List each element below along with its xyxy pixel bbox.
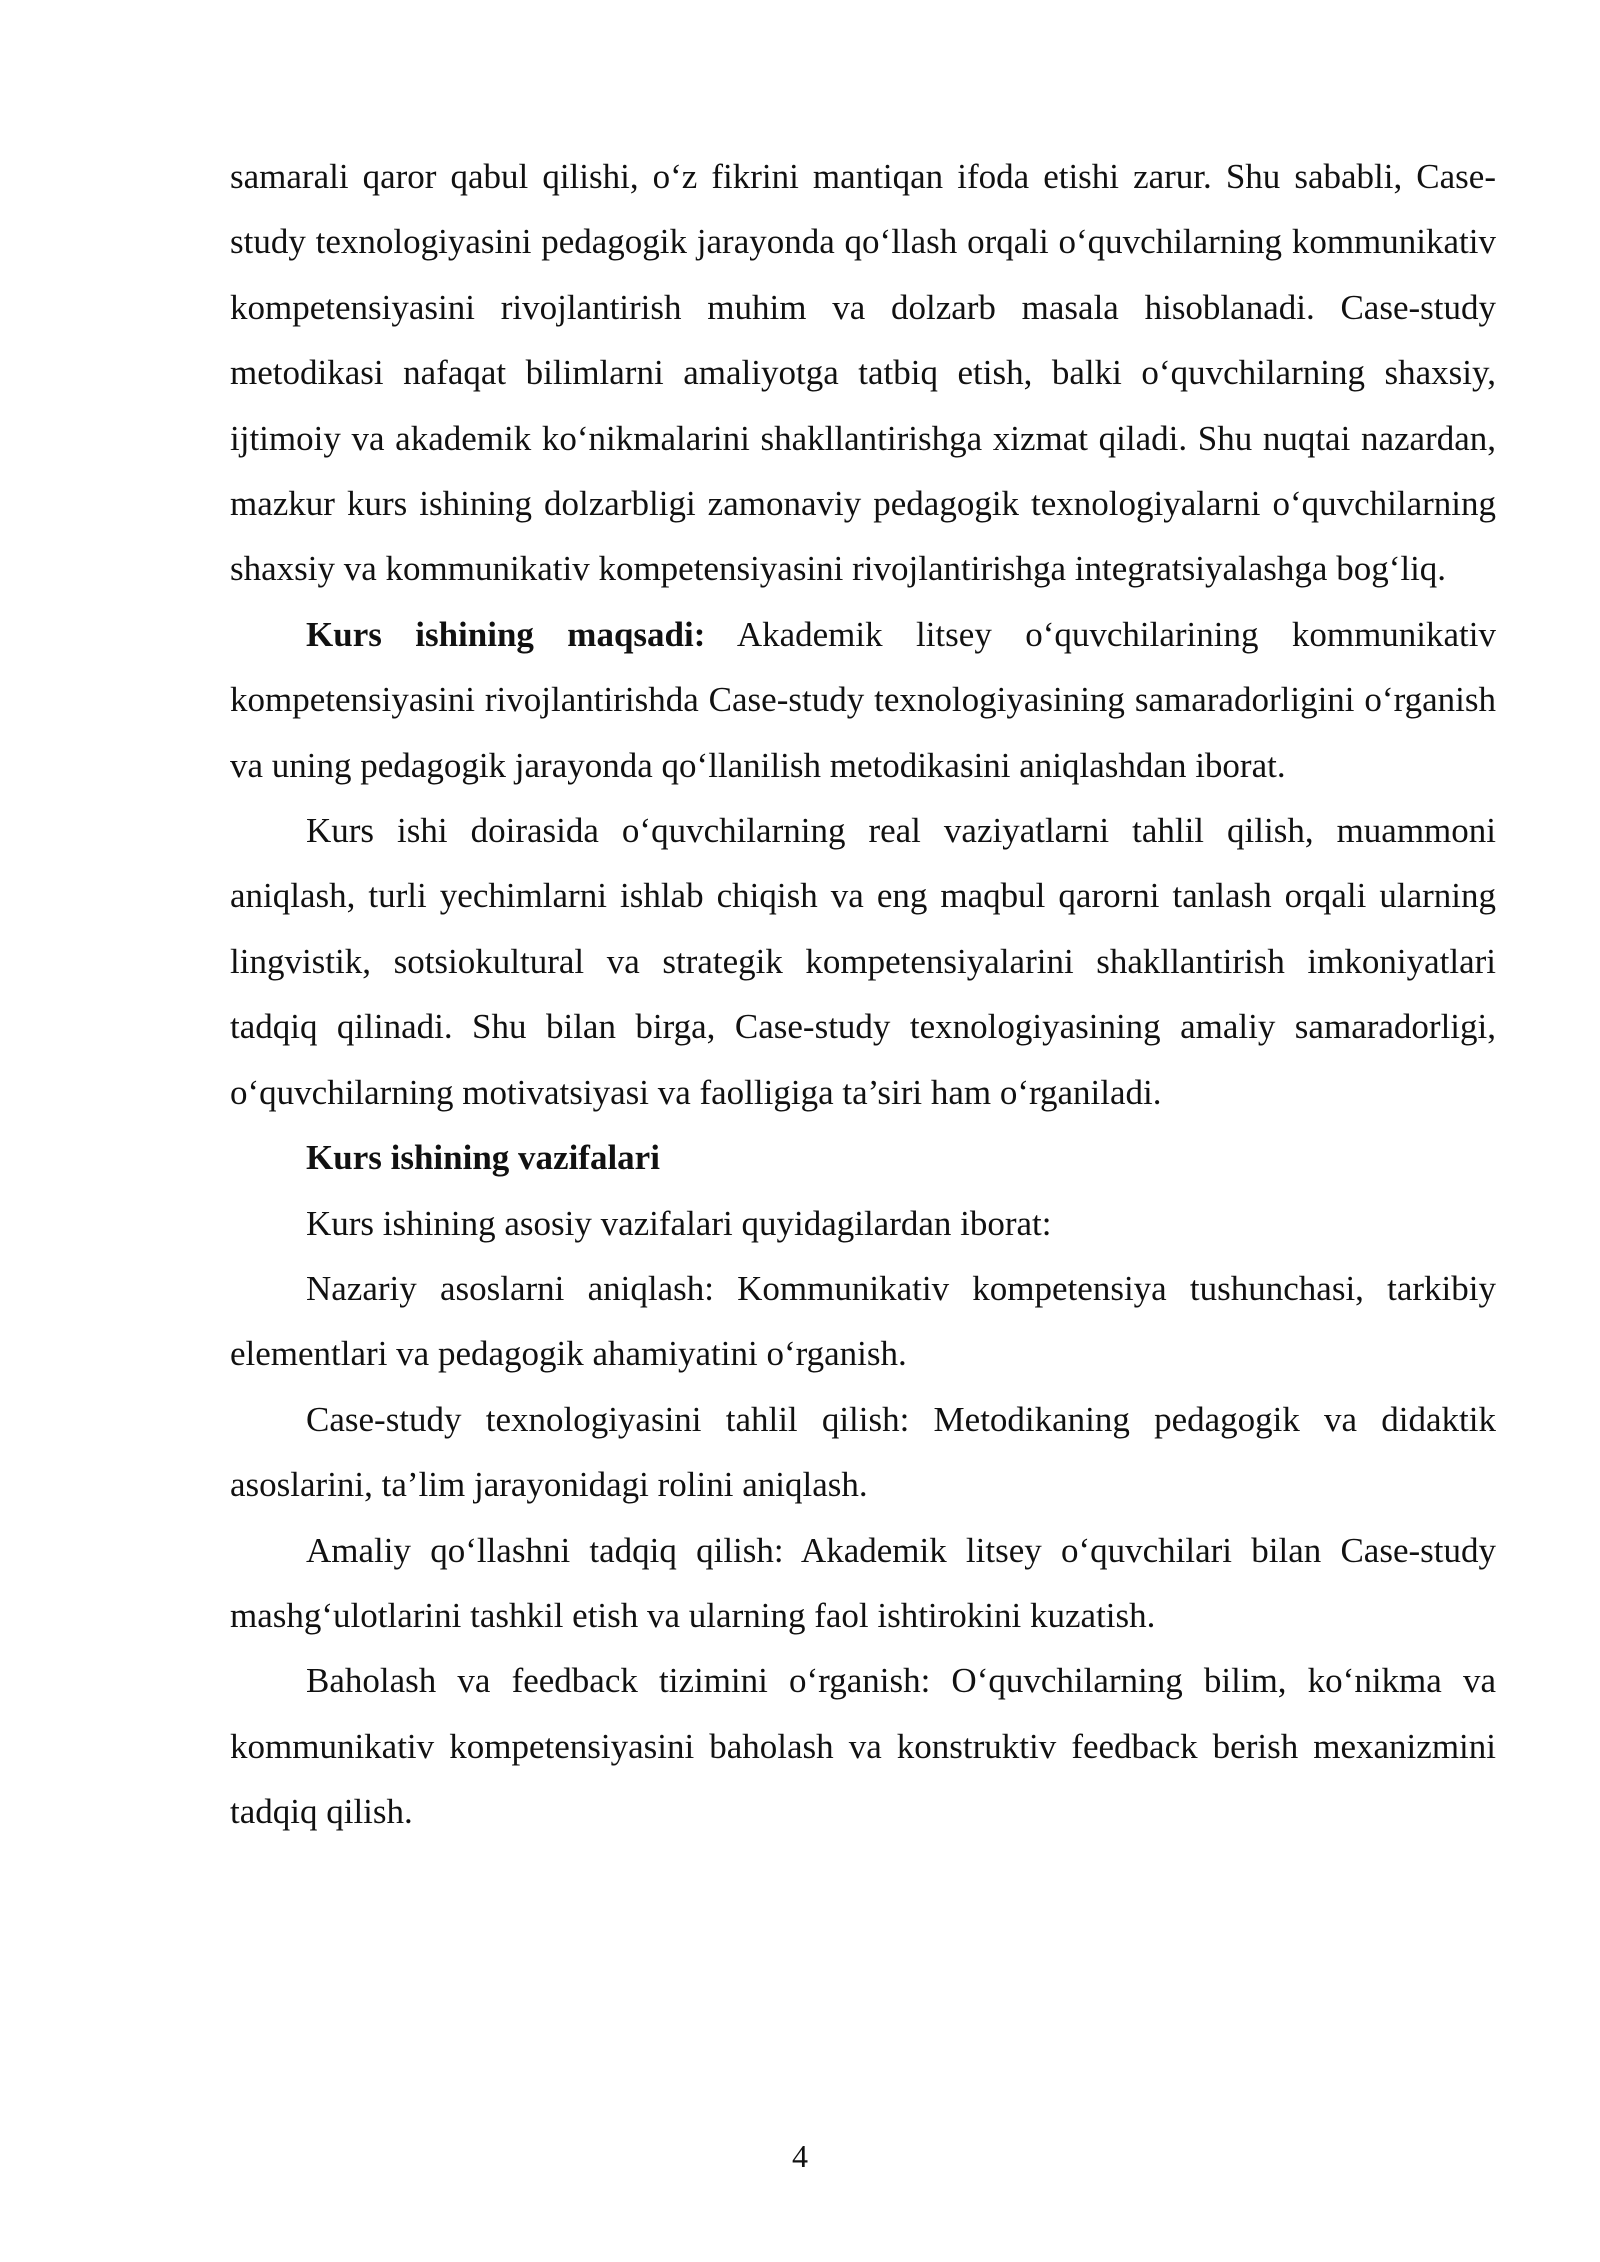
page-body: [230, 144, 1496, 1845]
task-case-study-analysis: Case-study texnologiyasini tahlil qilish: Metodikaning pedagogik va didaktik asoslarini, ta’lim jarayonidagi rolini aniqlash.: [230, 1399, 1496, 1505]
page-number: 4: [792, 2138, 808, 2174]
goal-text: Akademik litsey o‘quvchilarining kommunikativ kompetensiyasini rivojlantirishda Case-study texnologiyasining samaradorligini o‘rganish va uning pedagogik jarayonda qo‘llanilish metodikasini aniqlashdan iborat.: [230, 614, 1496, 785]
paragraph-relevance: samarali qaror qabul qilishi, o‘z fikrini mantiqan ifoda etishi zarur. Shu sababli, Case-study texnologiyasini pedagogik jarayonda qo‘llash orqali o‘quvchilarning kommunikativ kompetensiyasini rivojlantirish muhim va dolzarb masala hisoblanadi. Case-study metodikasi nafaqat bilimlarni amaliyotga tatbiq etish, balki o‘quvchilarning shaxsiy, ijtimoiy va akademik ko‘nikmalarini shakllantirishga xizmat qiladi. Shu nuqtai nazardan, mazkur kurs ishining dolzarbligi zamonaviy pedagogik texnologiyalarni o‘quvchilarning shaxsiy va kommunikativ kompetensiyasini rivojlantirishga integratsiyalashga bog‘liq.: [230, 157, 1496, 589]
heading-tasks: Kurs ishining vazifalari: [306, 1138, 660, 1178]
goal-label: Kurs ishining maqsadi:: [306, 614, 706, 654]
task-theoretical: Nazariy asoslarni aniqlash: Kommunikativ kompetensiya tushunchasi, tarkibiy elementlari va pedagogik ahamiyatini o‘rganish.: [230, 1268, 1496, 1374]
paragraph-goal: [230, 602, 1496, 798]
paragraph-scope: Kurs ishi doirasida o‘quvchilarning real vaziyatlarni tahlil qilish, muammoni aniqlash, turli yechimlarni ishlab chiqish va eng maqbul qarorni tanlash orqali ularning lingvistik, sotsiokultural va strategik kompetensiyalarini shakllantirish imkoniyatlari tadqiq qilinadi. Shu bilan birga, Case-study texnologiyasining amaliy samaradorligi, o‘quvchilarning motivatsiyasi va faolligiga ta’siri ham o‘rganiladi.: [230, 811, 1496, 1112]
paragraph-tasks-intro: Kurs ishining asosiy vazifalari quyidagilardan iborat:: [306, 1203, 1052, 1243]
task-practical-application: Amaliy qo‘llashni tadqiq qilish: Akademik litsey o‘quvchilari bilan Case-study mashg‘ulotlarini tashkil etish va ularning faol ishtirokini kuzatish.: [230, 1530, 1496, 1635]
task-assessment-feedback: Baholash va feedback tizimini o‘rganish: O‘quvchilarning bilim, ko‘nikma va kommunikativ kompetensiyasini baholash va konstruktiv feedback berish mexanizmini tadqiq qilish.: [230, 1661, 1496, 1832]
